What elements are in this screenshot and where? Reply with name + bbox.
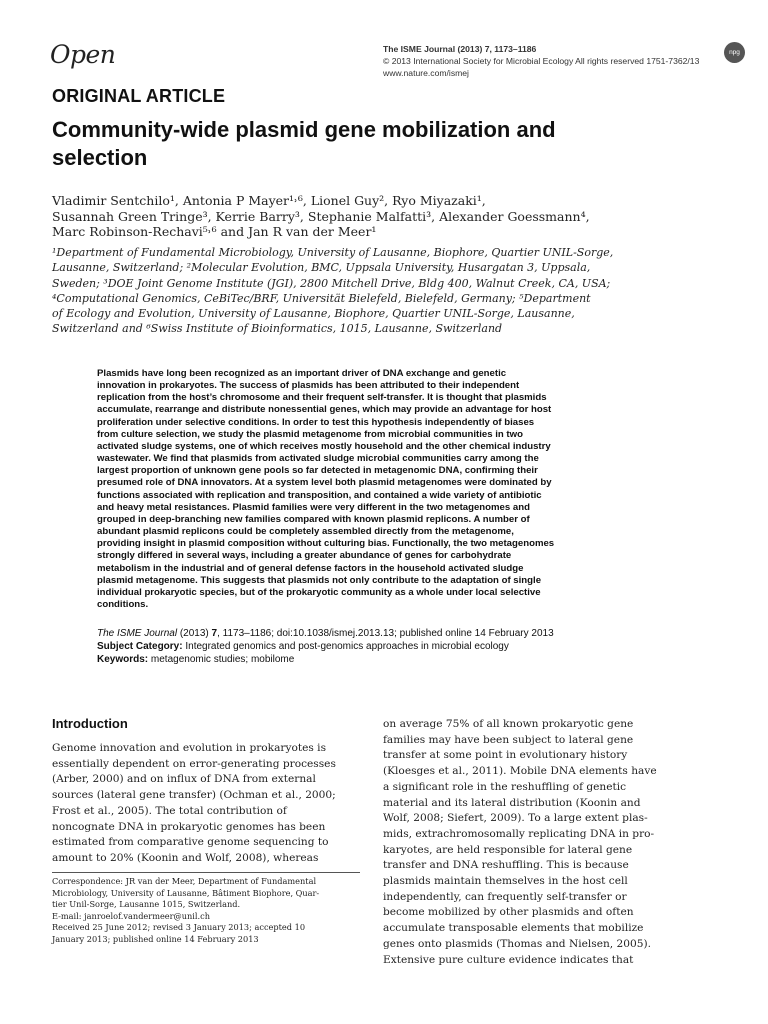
body-line: (Arber, 2000) and on influx of DNA from external [52, 773, 316, 786]
body-line: sources (lateral gene transfer) (Ochman et al., 2000; [52, 789, 336, 802]
abstract-line: grouped in deep-branching new families compared with known plasmid replicons. A number of [97, 513, 530, 525]
abstract-line: strongly differed in several ways, including a greater abundance of genes for carbohydrate [97, 550, 512, 562]
abstract-line: providing insight in plasmid composition without culturing bias. Functionally, the two metagenomes [97, 538, 555, 550]
abstract-line: from culture selection, we study the plasmid metagenome from microbial communities in two [97, 428, 523, 440]
subject-label: Subject Category: [97, 641, 183, 652]
footnote-line: tier Unil-Sorge, Lausanne 1015, Switzerland. [52, 899, 241, 910]
journal-name: The ISME Journal [97, 628, 178, 639]
abstract-line: conditions. [97, 598, 149, 610]
body-line: independently, can frequently self-transfer or [383, 890, 627, 903]
abstract-line: activated sludge systems, one of which receives mostly household and the other chemical industry [97, 440, 551, 452]
affiliation-line: of Ecology and Evolution, University of Lausanne, Biophore, Quartier UNIL-Sorge, Lausanne, [52, 307, 575, 321]
keywords [97, 653, 697, 666]
affiliations [52, 245, 712, 337]
abstract-line: plasmid metagenome. This suggests that plasmids not only contribute to the adaptation of single [97, 574, 542, 586]
citation-doi[interactable]: , 1173–1186; doi:10.1038/ismej.2013.13; published online 14 February 2013 [217, 628, 554, 639]
body-line: karyotes, are held responsible for lateral gene [383, 843, 633, 856]
open-access-logo: Open [50, 40, 116, 69]
citation-block [97, 627, 697, 666]
body-line: mids, extrachromosomally replicating DNA in pro- [383, 827, 655, 840]
author-line: Vladimir Sentchilo¹, Antonia P Mayer¹˒⁶, Lionel Guy², Ryo Miyazaki¹, [52, 193, 486, 208]
body-line: amount to 20% (Koonin and Wolf, 2008), whereas [52, 851, 319, 864]
body-line: noncognate DNA in prokaryotic genomes has been [52, 820, 326, 833]
author-line: Susannah Green Tringe³, Kerrie Barry³, Stephanie Malfatti³, Alexander Goessmann⁴, [52, 208, 590, 224]
npg-logo: npg [724, 42, 745, 63]
abstract-line: innovation in prokaryotes. The success of plasmids has been attributed to their independent [97, 380, 520, 392]
article-title [52, 116, 692, 172]
abstract-line: presumed role of DNA innovators. At a system level both plasmid metagenomes were dominated by [97, 477, 552, 489]
abstract-line: largest proportion of unknown gene pools so far detected in metagenomic DNA, confirming their [97, 465, 538, 477]
body-line: Frost et al., 2005). The total contribution of [52, 804, 287, 817]
abstract-line: Plasmids have long been recognized as an important driver of DNA exchange and genetic [97, 368, 507, 379]
body-line: transfer at some point in evolutionary history [383, 749, 628, 762]
abstract-line: and heavy metal resistances. Plasmid families were very different in the two metagenomes and [97, 501, 530, 513]
affiliation-line: Lausanne, Switzerland; ²Molecular Evolution, BMC, Uppsala University, Husargatan 3, Uppsala, [52, 261, 591, 275]
body-line: (Kloesges et al., 2011). Mobile DNA elements have [383, 765, 657, 778]
footnote-divider [52, 872, 360, 873]
body-line: plasmids maintain themselves in the host cell [383, 875, 628, 888]
affiliation-line: ¹Department of Fundamental Microbiology, University of Lausanne, Biophore, Quartier UNIL-Sorge, [52, 246, 614, 259]
body-line: genes onto plasmids (Thomas and Nielsen, 2005). [383, 937, 651, 950]
subject-category [97, 640, 697, 653]
intro-left-column [52, 741, 360, 867]
footnote-line: Correspondence: JR van der Meer, Department of Fundamental [52, 876, 317, 886]
body-line: Extensive pure culture evidence indicates that [383, 953, 634, 966]
abstract-line: replication from the host’s chromosome and their frequent self-transfer. It is thought that plasmids [97, 392, 547, 404]
footnote-line: January 2013; published online 14 February 2013 [52, 933, 259, 944]
body-line: Wolf, 2008; Siefert, 2009). To a large extent plas- [383, 812, 648, 825]
abstract-line: individual prokaryotic species, but of the prokaryotic community as a whole under local selective [97, 586, 541, 598]
author-line: Marc Robinson-Rechavi⁵˒⁶ and Jan R van der Meer¹ [52, 224, 377, 239]
journal-info [383, 43, 699, 79]
affiliation-line: ⁴Computational Genomics, CeBiTec/BRF, Universität Bielefeld, Bielefeld, Germany; ⁵Department [52, 291, 591, 305]
keywords-label: Keywords: [97, 654, 149, 665]
affiliation-line: Switzerland and ⁶Swiss Institute of Bioinformatics, 1015, Lausanne, Switzerland [52, 322, 503, 336]
body-line: become mobilized by other plasmids and often [383, 906, 634, 919]
body-line: transfer and DNA reshuffling. This is because [383, 859, 629, 872]
body-line: accumulate transposable elements that mobilize [383, 922, 644, 935]
introduction-heading: Introduction [52, 716, 128, 731]
author-list [52, 193, 712, 240]
body-line: essentially dependent on error-generating processes [52, 757, 336, 770]
footnote-line: Received 25 June 2012; revised 3 January 2013; accepted 10 [52, 922, 306, 933]
citation-line [97, 627, 697, 640]
body-line: Genome innovation and evolution in prokaryotes is [52, 742, 327, 754]
journal-citation-line: The ISME Journal (2013) 7, 1173–1186 [383, 44, 537, 54]
body-line: on average 75% of all known prokaryotic gene [383, 718, 634, 730]
intro-right-column [383, 717, 693, 968]
copyright-line: © 2013 International Society for Microbial Ecology All rights reserved 1751-7362/13 [383, 56, 700, 66]
body-line: estimated from comparative genome sequencing to [52, 836, 329, 849]
journal-url[interactable]: www.nature.com/ismej [383, 68, 469, 78]
body-line: material and its lateral distribution (Koonin and [383, 796, 641, 809]
subject-value: Integrated genomics and post-genomics approaches in microbial ecology [182, 641, 509, 652]
abstract-line: accumulate, rearrange and distribute nonessential genes, which may provide an advantage for host [97, 404, 552, 416]
abstract-line: proliferation under selective conditions. In order to test this hypothesis independently of biases [97, 416, 535, 428]
article-type: ORIGINAL ARTICLE [52, 86, 226, 106]
title-line: Community-wide plasmid gene mobilization and [52, 117, 556, 142]
abstract-line: abundant plasmid replicons could be completely assembled directly from the metagenome, [97, 526, 514, 538]
correspondence-footnote [52, 876, 362, 946]
citation-volume: 7 [211, 628, 218, 639]
title-line: selection [52, 145, 148, 170]
abstract [97, 368, 645, 611]
abstract-line: wastewater. We find that plasmids from activated sludge microbial communities carry among the [97, 453, 539, 465]
affiliation-line: Sweden; ³DOE Joint Genome Institute (JGI), 2800 Mitchell Drive, Bldg 400, Walnut Creek, CA, USA; [52, 276, 611, 290]
keywords-value: metagenomic studies; mobilome [148, 654, 295, 665]
abstract-line: metabolism in the industrial and of general defense factors in the household activated sludge [97, 562, 524, 574]
abstract-line: functions associated with replication and transposition, and contained a wide variety of antibiotic [97, 489, 542, 501]
footnote-line: Microbiology, University of Lausanne, Bâtiment Biophore, Quar- [52, 887, 320, 898]
body-line: families may have been subject to lateral gene [383, 733, 634, 746]
body-line: a significant role in the reshuffling of genetic [383, 780, 627, 793]
citation-year: (2013) [177, 628, 212, 639]
footnote-email[interactable]: E-mail: janroelof.vandermeer@unil.ch [52, 910, 210, 921]
